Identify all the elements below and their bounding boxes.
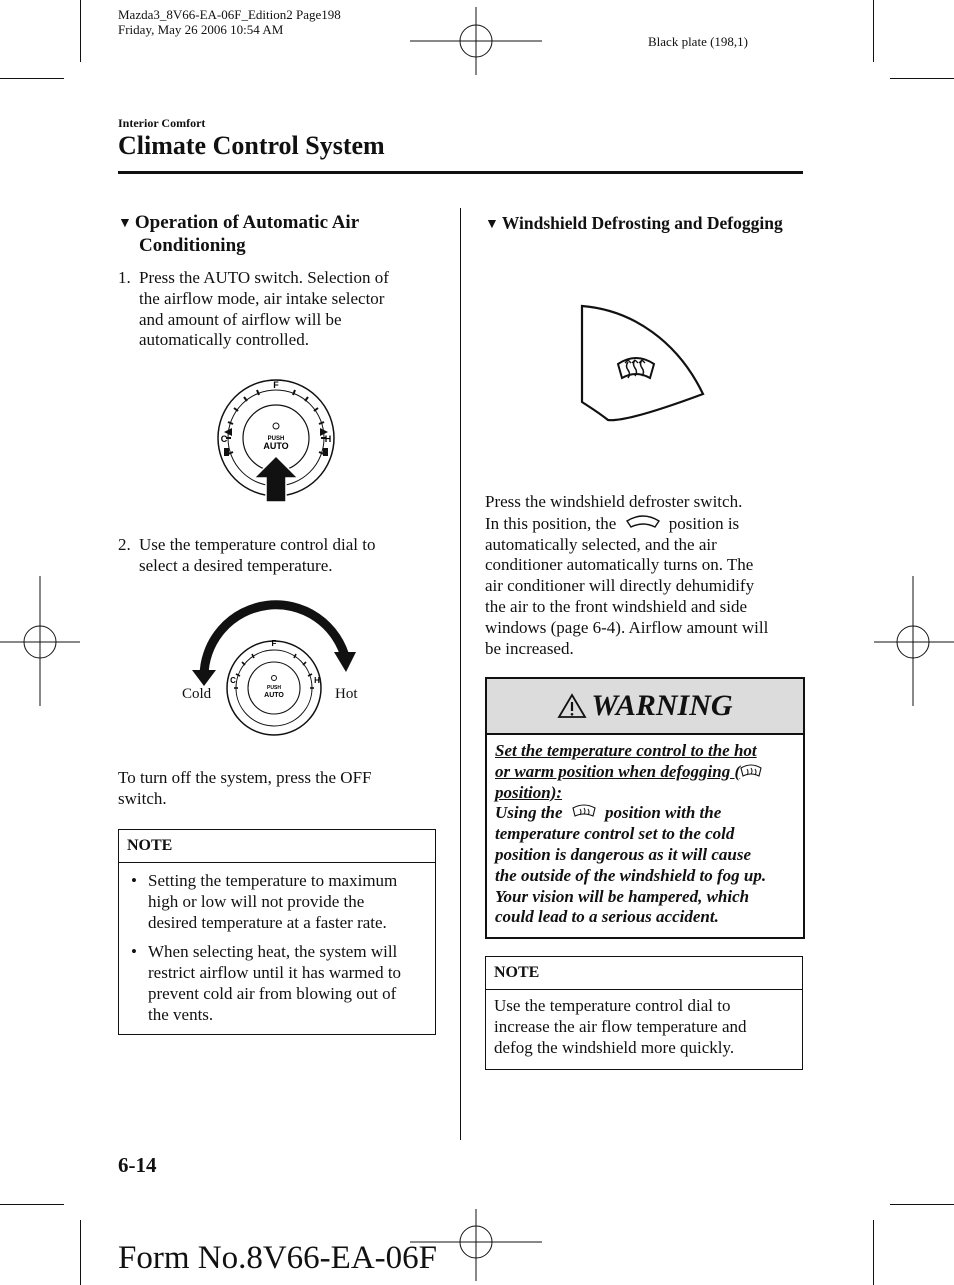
form-number: Form No.8V66-EA-06F [118,1240,437,1276]
body-line: windows (page 6-4). Airflow amount will [485,617,769,637]
cold-arrow-icon [192,670,216,686]
body-line: position is [668,513,740,533]
note-box-right [485,956,803,1070]
warning-header [487,679,803,735]
body-line: In this position, the [485,513,617,533]
body-line: automatically selected, and the air [485,534,717,554]
body-line: Press the windshield defroster switch. [485,492,743,511]
windshield-airflow-icon [625,513,661,529]
note-line: defog the windshield more quickly. [494,1037,735,1057]
page-title: Climate Control System [118,131,385,160]
warning-line: position): [495,782,563,802]
dial-push-label: PUSH [267,685,281,691]
step-2-line: Use the temperature control dial to [139,535,376,554]
heading-line-1: Operation of Automatic Air [134,212,360,233]
note-box-left [118,829,436,1035]
step-2-line: select a desired temperature. [139,555,333,575]
dial-hot-mark: H [314,676,320,685]
dial-auto-label: AUTO [263,441,289,451]
heading-line-2: Conditioning [139,235,246,256]
dial-fan-mark: F [271,639,277,648]
warning-line: Using the [495,803,563,823]
warning-line: position is dangerous as it will cause [495,844,751,864]
step-number: 2. [118,535,131,554]
warning-line: or warm position when defogging ( [495,761,741,781]
bullet-icon: • [131,871,137,890]
dial-hot-mark: H [324,434,332,444]
auto-switch-illustration [212,378,340,504]
warning-line: Set the temperature control to the hot [495,741,757,760]
step-1-line: the airflow mode, air intake selector [139,288,385,308]
step-1-line: and amount of airflow will be [139,309,342,329]
title-rule [118,171,803,174]
warning-line: position with the [605,803,722,823]
note-line: prevent cold air from blowing out of [148,983,397,1003]
step-1-line: Press the AUTO switch. Selection of [139,268,389,287]
note-line: When selecting heat, the system will [148,942,398,962]
print-file-name: Mazda3_8V66-EA-06F_Edition2 Page198 [118,7,341,22]
note-line: desired temperature at a faster rate. [148,912,387,932]
registration-mark-right [874,576,954,706]
off-text-line: switch. [118,788,167,808]
warning-line: temperature control set to the cold [495,824,735,844]
note-line: Setting the temperature to maximum [148,871,398,890]
warning-title: WARNING [591,689,733,722]
triangle-bullet-icon: ▼ [118,216,132,231]
defroster-switch-illustration [578,302,708,422]
warning-line: the outside of the windshield to fog up. [495,865,767,885]
step-number: 1. [118,268,131,287]
defroster-icon [740,763,762,779]
column-divider [460,208,461,1140]
registration-mark-top [410,5,542,81]
hot-arrow-icon [334,652,356,672]
triangle-bullet-icon: ▼ [485,217,499,232]
body-line: the air to the front windshield and side [485,596,748,616]
note-heading: NOTE [486,957,802,990]
body-line: conditioner automatically turns on. The [485,555,754,575]
dial-fan-mark: F [273,380,279,390]
warning-line: Your vision will be hampered, which [495,886,750,906]
note-line: Use the temperature control dial to [494,996,731,1015]
defroster-description [485,492,805,659]
warning-box [485,677,805,939]
dial-auto-label: AUTO [264,692,284,699]
defroster-icon [571,803,597,819]
hot-label: Hot [335,686,358,702]
note-item [127,871,427,933]
note-line: the vents. [148,1004,214,1024]
note-line: high or low will not provide the [148,891,365,911]
note-line: increase the air flow temperature and [494,1016,747,1036]
off-instructions [118,768,438,810]
note-line: restrict airflow until it has warmed to [148,963,402,983]
warning-triangle-icon [557,693,587,719]
temperature-dial-illustration [190,600,360,736]
bullet-icon: • [131,942,137,962]
heading-defrosting [485,212,815,236]
dial-cold-mark: C [230,676,236,685]
heading-text: Windshield Defrosting and Defogging [501,213,783,233]
plate-label: Black plate (198,1) [648,34,748,49]
registration-mark-left [0,576,80,706]
cold-label: Cold [182,686,212,702]
body-line: be increased. [485,638,574,658]
dial-push-label: PUSH [267,436,285,442]
step-1-line: automatically controlled. [139,330,309,350]
dial-cold-mark: C [220,434,228,444]
heading-automatic-ac [118,212,438,257]
section-label: Interior Comfort [118,116,206,130]
note-item [127,942,427,1025]
page-number: 6-14 [118,1153,157,1177]
print-timestamp: Friday, May 26 2006 10:54 AM [118,22,284,37]
body-line: air conditioner will directly dehumidify [485,576,755,596]
note-heading: NOTE [119,830,435,863]
print-header [118,7,341,37]
warning-line: could lead to a serious accident. [495,907,719,927]
off-text-line: To turn off the system, press the OFF [118,768,372,787]
